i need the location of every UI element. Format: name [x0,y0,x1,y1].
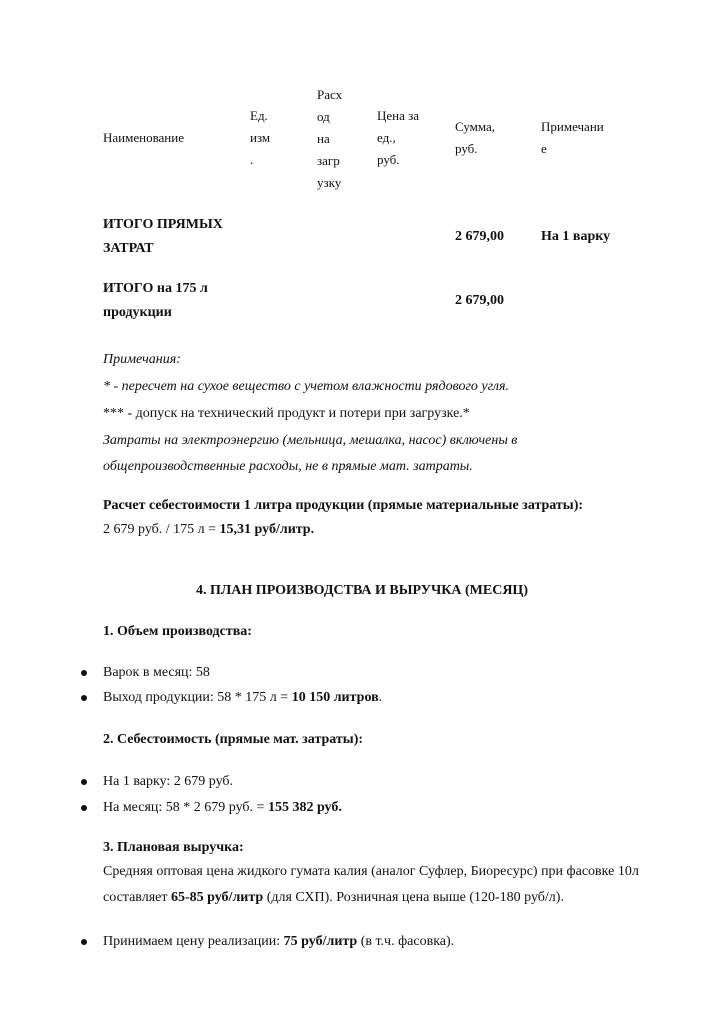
col-header-consumption-line: Расх [317,87,343,102]
col-header-consumption-line: од [317,109,330,124]
volume-item-2-end: . [378,690,383,705]
col-header-unit-line: . [250,152,254,167]
revenue-item-1-price: 75 руб/литр [283,934,358,949]
col-header-sum-line: Сумма, [455,119,496,134]
col-header-name: Наименование [103,130,184,145]
col-header-note-line: Примечани [541,119,604,134]
volume-title: 1. Объем производства: [103,624,252,639]
volume-item-2-text: Выход продукции: 58 * 175 л = [103,690,292,705]
col-header-note [541,116,621,160]
revenue-line-2-price: 65-85 руб/литр [170,890,264,905]
section-4-title: 4. ПЛАН ПРОИЗВОДСТВА И ВЫРУЧКА (МЕСЯЦ) [195,583,528,598]
row-label-line: ЗАТРАТ [103,241,154,256]
bullet-icon [81,670,87,676]
col-header-price-line: руб. [377,152,400,167]
cost-item-2-value: 155 382 руб. [267,800,342,815]
cost-item-2 [103,796,683,820]
col-header-sum-line: руб. [455,141,478,156]
cost-title: 2. Себестоимость (прямые мат. затраты): [103,732,364,747]
notes-line-1: * - пересчет на сухое вещество с учетом влажности рядового угля. [103,379,510,394]
revenue-item-1 [103,930,683,954]
col-header-consumption-line: загр [317,153,340,168]
col-header-price-line: ед., [377,130,396,145]
col-header-unit-line: Ед. [250,108,268,123]
col-header-consumption-line: на [317,131,330,146]
row-label-line: ИТОГО ПРЯМЫХ [103,217,223,232]
notes-line-4: общепроизводственные расходы, не в прямые мат. затраты. [103,459,473,474]
total-direct-costs-sum: 2 679,00 [455,229,504,244]
revenue-title: 3. Плановая выручка: [103,840,244,855]
notes-line-2: *** - допуск на технический продукт и потери при загрузке.* [103,406,470,421]
total-direct-costs-note: На 1 варку [541,229,611,244]
col-header-consumption-line: узку [317,175,342,190]
volume-item-2 [103,686,683,710]
cost-calc-formula: 2 679 руб. / 175 л = [103,522,220,537]
col-header-unit-line: изм [250,130,271,145]
row-label-line: продукции [103,305,172,320]
total-per-175l-sum: 2 679,00 [455,293,504,308]
revenue-line-2-a: составляет [103,890,171,905]
cost-calc-formula-line [103,518,683,542]
revenue-line-2 [103,886,683,910]
bullet-icon [81,805,87,811]
notes-title: Примечания: [103,352,181,367]
col-header-note-line: е [541,141,547,156]
row-label-line: ИТОГО на 175 л [103,281,208,296]
cost-calc-title: Расчет себестоимости 1 литра продукции (прямые материальные затраты): [103,498,584,513]
col-header-price [377,105,429,171]
volume-item-2-value: 10 150 литров [291,690,379,705]
col-header-consumption [317,84,357,194]
total-direct-costs-label [103,213,263,261]
col-header-unit [250,105,290,171]
cost-item-1: На 1 варку: 2 679 руб. [103,774,234,789]
col-header-price-line: Цена за [377,108,420,123]
volume-item-1: Варок в месяц: 58 [103,665,210,680]
revenue-line-2-b: (для СХП). Розничная цена выше (120-180 руб/л). [263,890,564,905]
revenue-item-1-end: (в т.ч. фасовка). [357,934,455,949]
col-header-sum [455,116,515,160]
notes-line-3: Затраты на электроэнергию (мельница, мешалка, насос) включены в [103,433,518,448]
revenue-item-1-text: Принимаем цену реализации: [103,934,284,949]
cost-item-2-text: На месяц: 58 * 2 679 руб. = [103,800,268,815]
bullet-icon [81,939,87,945]
total-per-175l-label [103,277,263,325]
bullet-icon [81,695,87,701]
bullet-icon [81,779,87,785]
revenue-line-1: Средняя оптовая цена жидкого гумата калия (аналог Суфлер, Биоресурс) при фасовке 10л [103,864,639,879]
cost-calc-result: 15,31 руб/литр. [219,522,315,537]
